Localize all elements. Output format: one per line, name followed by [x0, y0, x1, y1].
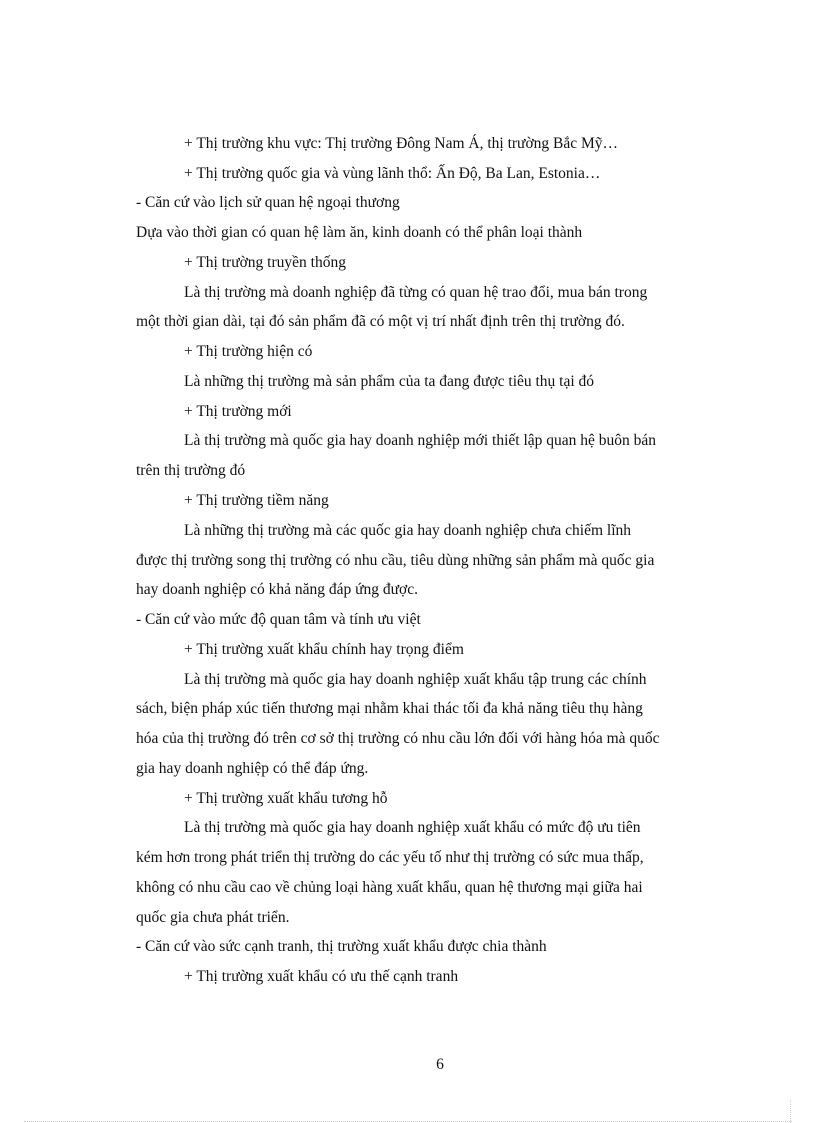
- text-line: Là thị trường mà quốc gia hay doanh nghiệp xuất khẩu có mức độ ưu tiên: [184, 819, 641, 836]
- text-line: Là thị trường mà quốc gia hay doanh nghiệp xuất khẩu tập trung các chính: [184, 671, 647, 688]
- text-line: + Thị trường xuất khẩu tương hỗ: [184, 790, 388, 807]
- text-line: gia hay doanh nghiệp có thể đáp ứng.: [136, 760, 369, 777]
- text-line: + Thị trường xuất khẩu chính hay trọng điểm: [184, 641, 464, 658]
- text-line: Là những thị trường mà sản phẩm của ta đang được tiêu thụ tại đó: [184, 373, 595, 390]
- text-line: - Căn cứ vào sức cạnh tranh, thị trường xuất khẩu được chia thành: [136, 938, 547, 955]
- text-line: + Thị trường hiện có: [184, 343, 313, 360]
- page-number: 6: [436, 1056, 444, 1073]
- text-line: không có nhu cầu cao về chủng loại hàng xuất khẩu, quan hệ thương mại giữa hai: [136, 879, 643, 896]
- text-line: + Thị trường tiềm năng: [184, 492, 329, 509]
- text-line: + Thị trường truyền thống: [184, 254, 346, 271]
- text-line: - Căn cứ vào lịch sử quan hệ ngoại thương: [136, 194, 400, 211]
- text-line: + Thị trường xuất khẩu có ưu thế cạnh tranh: [184, 968, 459, 985]
- text-line: kém hơn trong phát triển thị trường do các yếu tố như thị trường có sức mua thấp,: [136, 849, 644, 866]
- text-line: Là thị trường mà quốc gia hay doanh nghiệp mới thiết lập quan hệ buôn bán: [184, 432, 657, 449]
- text-line: được thị trường song thị trường có nhu cầu, tiêu dùng những sản phẩm mà quốc gia: [136, 552, 655, 569]
- text-line: sách, biện pháp xúc tiến thương mại nhằm khai thác tối đa khả năng tiêu thụ hàng: [136, 700, 643, 717]
- text-line: - Căn cứ vào mức độ quan tâm và tính ưu việt: [136, 611, 421, 628]
- text-line: hóa của thị trường đó trên cơ sở thị trường có nhu cầu lớn đối với hàng hóa mà quốc: [136, 730, 660, 747]
- text-line: một thời gian dài, tại đó sản phẩm đã có một vị trí nhất định trên thị trường đó.: [136, 313, 625, 330]
- text-line: trên thị trường đó: [136, 462, 246, 479]
- margin-guide: [790, 1100, 792, 1123]
- text-line: Là những thị trường mà các quốc gia hay doanh nghiệp chưa chiếm lĩnh: [184, 522, 632, 539]
- text-line: + Thị trường mới: [184, 403, 292, 420]
- text-line: quốc gia chưa phát triển.: [136, 909, 290, 926]
- text-line: + Thị trường khu vực: Thị trường Đông Nam Á, thị trường Bắc Mỹ…: [184, 135, 619, 152]
- text-line: Là thị trường mà doanh nghiệp đã từng có quan hệ trao đổi, mua bán trong: [184, 284, 648, 301]
- page-edge-divider: [24, 1121, 792, 1122]
- text-line: hay doanh nghiệp có khả năng đáp ứng được.: [136, 581, 418, 598]
- text-line: Dựa vào thời gian có quan hệ làm ăn, kinh doanh có thể phân loại thành: [136, 224, 583, 241]
- text-line: + Thị trường quốc gia và vùng lãnh thổ: Ấn Độ, Ba Lan, Estonia…: [184, 165, 601, 182]
